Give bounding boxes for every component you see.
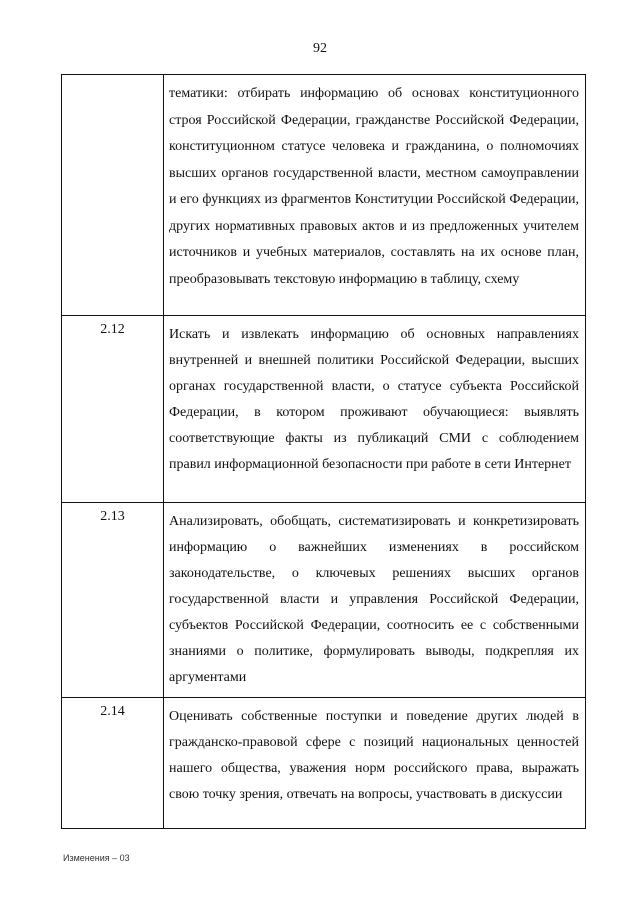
row-number-cell: [62, 75, 164, 316]
row-number-cell: [62, 698, 164, 829]
row-text: Искать и извлекать информацию об основных направлениях внутренней и внешней политики Российской Федерации, высших органах государственной власти, о статусе субъекта Российской Федерации, в котором проживают обучающиеся: выявлять соответствующие факты из публикаций СМИ с соблюдением правил информационной безопасности при работе в сети Интернет: [169, 327, 579, 472]
row-number: [62, 75, 163, 81]
row-text-cell: [164, 698, 586, 829]
footer-revision-note: Изменения – 03: [63, 853, 130, 863]
row-text: Оценивать собственные поступки и поведение других людей в гражданско-правовой сфере с позиций национальных ценностей нашего общества, уважения норм российского права, выражать свою точку зрения, отвечать на вопросы, участвовать в дискуссии: [169, 709, 579, 802]
row-text: тематики: отбирать информацию об основах конституционного строя Российской Федерации, гражданстве Российской Федерации, конституционном статусе человека и гражданина, о полномочиях высших органов государственной власти, местном самоуправлении и его функциях из фрагментов Конституции Российской Федерации, других нормативных правовых актов и из предложенных учителем источников и учебных материалов, составлять на их основе план, преобразовывать текстовую информацию в таблицу, схему: [169, 86, 579, 287]
row-text-cell: [164, 75, 586, 316]
row-number-cell: [62, 316, 164, 503]
row-text-cell: [164, 503, 586, 698]
row-number-cell: [62, 503, 164, 698]
table-row: [62, 316, 586, 503]
row-number: 2.12: [100, 322, 125, 337]
table-row: [62, 503, 586, 698]
row-number: 2.13: [100, 509, 125, 524]
row-text-cell: [164, 316, 586, 503]
row-text: Анализировать, обобщать, систематизировать и конкретизировать информацию о важнейших изменениях в российском законодательстве, о ключевых решениях высших органов государственной власти и управления Российской Федерации, субъектов Российской Федерации, соотносить ее с собственными знаниями о политике, формулировать выводы, подкрепляя их аргументами: [169, 514, 579, 685]
content-table: [61, 74, 586, 829]
row-number: 2.14: [100, 704, 125, 719]
page-number: 92: [313, 41, 327, 56]
table-row: [62, 698, 586, 829]
table-row: [62, 75, 586, 316]
